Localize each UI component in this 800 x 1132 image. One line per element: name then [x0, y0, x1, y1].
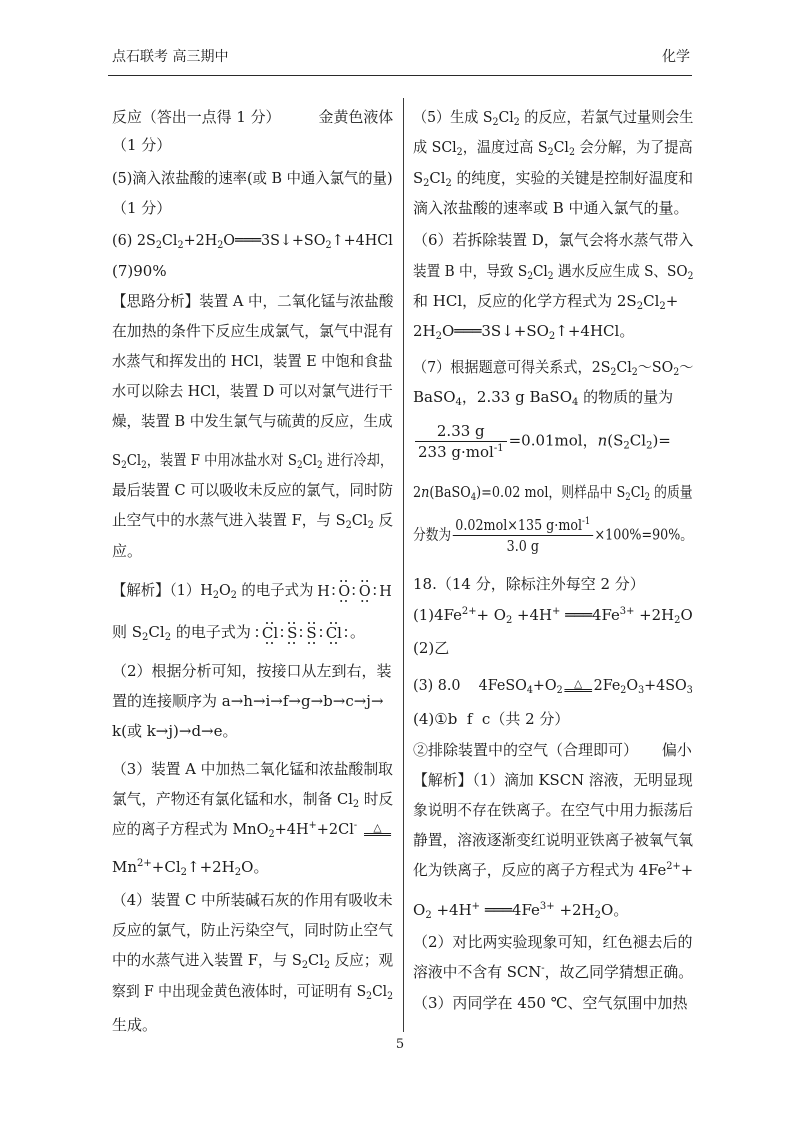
- text-line: [413, 386, 673, 408]
- running-header-title: 点石联考 高三期中: [112, 49, 229, 65]
- text-run: ↑+4HCl: [331, 231, 393, 249]
- superscript: -1: [493, 442, 504, 454]
- text-run: 2H: [413, 322, 436, 340]
- text-run: 【解析】（1）H: [112, 581, 213, 599]
- subscript: 2: [687, 271, 694, 282]
- subscript: 2: [164, 632, 172, 643]
- text-run: +4H: [274, 820, 309, 838]
- text-run: 会分解，为了提高: [574, 138, 693, 156]
- subscript: 2: [316, 460, 323, 471]
- text-run: 水可以除去 HCl，装置 D 可以对氯气进行干: [112, 382, 393, 400]
- reaction-condition-heat: △: [565, 678, 592, 692]
- text-run: 化为铁离子，反应的离子方程式为 4Fe: [413, 861, 667, 879]
- text-run: 进行冷却，: [322, 451, 394, 469]
- subscript: 2: [456, 147, 463, 158]
- text-run: ，故乙同学猜想正确。: [544, 963, 694, 981]
- text-run: 应的离子方程式为 MnO: [112, 820, 269, 838]
- atom-symbol: Cl: [325, 624, 342, 642]
- subscript: 2: [234, 867, 242, 878]
- superscript: 2+: [137, 858, 152, 869]
- subscript: 2: [547, 147, 554, 158]
- subscript: 2: [513, 117, 520, 128]
- text-run: +Cl: [151, 858, 181, 876]
- text-run: （1 分）: [112, 136, 172, 154]
- text-run: （4）装置 C 中所装碱石灰的作用有吸收未: [112, 891, 393, 909]
- subscript: 2: [435, 331, 442, 342]
- text-line: [413, 769, 693, 791]
- text-run: (6) 2S: [112, 231, 156, 249]
- text-line: [413, 481, 693, 503]
- text-run: +: [680, 861, 694, 879]
- superscript: -: [541, 963, 545, 974]
- text-run: Mn: [112, 858, 138, 876]
- text-run: 遇水反应生成 S、SO: [553, 262, 688, 280]
- text-line: [413, 421, 671, 462]
- page-number: 5: [395, 1037, 405, 1052]
- text-run: Cl: [372, 982, 388, 1000]
- text-run: 燥，装置 B 中发生氯气与硫黄的反应，生成: [112, 412, 393, 430]
- text-run: （1 分）: [112, 199, 172, 217]
- text-run: 【解析】（1）滴加 KSCN 溶液，无明显现: [413, 771, 693, 789]
- text-run: Cl: [629, 431, 647, 449]
- text-line: [413, 167, 693, 189]
- text-run: O═══3S↓+SO: [442, 322, 549, 340]
- text-run: (S: [607, 431, 624, 449]
- subscript: 2: [155, 240, 162, 251]
- text-run: =0.01mol，: [508, 431, 598, 449]
- subscript: 2: [425, 910, 432, 921]
- subscript: 2: [325, 240, 332, 251]
- text-run: 反应；观: [330, 951, 394, 969]
- text-run: Cl: [532, 262, 548, 280]
- text-run: Cl: [302, 451, 317, 469]
- text-run: Cl: [630, 483, 645, 501]
- subscript: 3: [686, 685, 693, 696]
- text-run: BaSO: [413, 388, 456, 406]
- text-run: Cl: [308, 951, 324, 969]
- text-run: 的电子式为: [171, 623, 251, 641]
- text-run: （6）若拆除装置 D，氯气会将水蒸气带入: [413, 231, 694, 249]
- superscript: 3+: [619, 606, 635, 617]
- text-run: （3）丙同学在 450 ℃、空气氛围中加热: [413, 994, 688, 1012]
- text-line: [413, 356, 693, 378]
- subscript: 2: [121, 460, 127, 471]
- text-line: [413, 515, 693, 556]
- subscript: 2: [625, 492, 631, 503]
- text-run: (1)4Fe: [413, 606, 462, 624]
- subscript: 2: [623, 440, 630, 451]
- subscript: 2: [296, 460, 303, 471]
- text-run: ～: [679, 358, 694, 376]
- text-run: 2Fe: [593, 676, 621, 694]
- text-line: [413, 961, 693, 983]
- text-run: Cl: [553, 138, 569, 156]
- text-run: 0.02mol×135 g·mol: [455, 515, 583, 534]
- text-line: [413, 604, 693, 626]
- subscript: 2: [423, 178, 430, 189]
- text-run: Cl: [498, 108, 514, 126]
- text-run: 生成。: [112, 1016, 158, 1034]
- subscript: 2: [212, 590, 219, 601]
- text-run: 反应的氯气，防止污染空气，同时防止空气: [112, 921, 394, 939]
- text-run: +2H: [554, 901, 595, 919]
- text-run: Cl: [148, 623, 165, 641]
- text-run: (5)滴入浓盐酸的速率(或 B 中通入氯气的量): [112, 169, 393, 187]
- subscript: 2: [177, 240, 184, 251]
- text-run: 的质量: [650, 483, 693, 501]
- superscript: 2+: [666, 861, 681, 872]
- text-run: （3）装置 A 中加热二氧化锰和浓盐酸制取: [112, 760, 393, 778]
- text-line: [413, 106, 693, 128]
- subscript: 2: [636, 301, 644, 312]
- text-run: O。: [241, 858, 269, 876]
- subscript: 2: [141, 460, 147, 471]
- text-run: Cl: [429, 169, 446, 187]
- text-line: [413, 229, 693, 251]
- text-run: 分数为: [413, 525, 452, 543]
- subscript: 2: [610, 367, 617, 378]
- text-run: (2)乙: [413, 639, 450, 657]
- subscript: 4: [526, 685, 533, 696]
- text-run: O: [413, 901, 426, 919]
- text-run: 静置，溶液逐渐变红说明亚铁离子被氧气氧: [413, 831, 694, 849]
- subscript: 2: [387, 991, 394, 1002]
- text-run: （7）根据题意可得关系式，2S: [413, 358, 611, 376]
- text-line: [413, 899, 628, 921]
- subscript: 4: [470, 492, 477, 503]
- text-run: +2H: [634, 606, 675, 624]
- text-run: Cl: [616, 358, 632, 376]
- text-run: ～SO: [637, 358, 674, 376]
- subscript: 2: [556, 685, 563, 696]
- text-run: 反应（答出一点得 1 分） 金黄色液体: [112, 108, 394, 126]
- subscript: 2: [366, 991, 373, 1002]
- text-run: ，装置 F 中用冰盐水对 S: [146, 451, 297, 469]
- subscript: 2: [547, 271, 554, 282]
- text-run: 中的水蒸气进入装置 F，与 S: [112, 951, 302, 969]
- text-run: 氯气，产物还有氯化锰和水，制备 Cl: [112, 790, 353, 808]
- text-run: 水蒸气和挥发出的 HCl，装置 E 中饱和食盐: [112, 352, 393, 370]
- text-run: S: [413, 169, 424, 187]
- reaction-condition-heat: △: [364, 822, 391, 836]
- fraction-denominator: [415, 441, 507, 462]
- text-line: [413, 290, 678, 312]
- subscript: 2: [352, 799, 360, 810]
- text-run: +O: [532, 676, 557, 694]
- atom-symbol: H: [379, 582, 392, 600]
- text-run: 18.（14 分，除标注外每空 2 分）: [413, 575, 645, 593]
- fraction-numerator: [415, 421, 507, 441]
- text-run: Cl: [161, 231, 178, 249]
- atom-symbol: S: [306, 624, 317, 642]
- text-run: (4)①b f c（共 2 分）: [413, 710, 570, 728]
- text-run: )=: [652, 431, 671, 449]
- text-run: Cl: [643, 292, 660, 310]
- text-run: 【思路分析】装置 A 中，二氧化锰与浓盐酸: [112, 292, 394, 310]
- text-run: Cl: [126, 451, 142, 469]
- text-run: + O: [476, 606, 506, 624]
- text-run: +4SO: [644, 676, 687, 694]
- subscript: 2: [345, 520, 352, 531]
- text-run: ↑+4HCl。: [555, 322, 635, 340]
- text-run: O: [626, 676, 639, 694]
- subscript: 2: [620, 685, 627, 696]
- text-run: k(或 k→j)→d→e。: [112, 722, 238, 740]
- subscript: 2: [674, 615, 681, 626]
- text-run: Cl: [351, 511, 368, 529]
- text-run: )=0.02 mol，则样品中 S: [476, 483, 626, 501]
- text-run: (7)90%: [112, 262, 167, 280]
- text-line: [413, 320, 634, 342]
- text-run: 反: [373, 511, 394, 529]
- superscript: -: [353, 820, 358, 831]
- text-run: 时反: [359, 790, 394, 808]
- text-line: [413, 197, 689, 219]
- text-line: [413, 739, 692, 761]
- text-run: 的物质的量为: [578, 388, 674, 406]
- atom-symbol: Cl: [261, 624, 279, 642]
- text-run: O。: [601, 901, 629, 919]
- subscript: 2: [646, 440, 653, 451]
- text-run: 溶液中不含有 SCN: [413, 963, 542, 981]
- subscript: 2: [268, 829, 275, 840]
- text-run: (3) 8.0 4FeSO: [413, 676, 527, 694]
- atom-symbol: O: [338, 582, 351, 600]
- text-run: O: [680, 606, 693, 624]
- text-run: 装置 B 中，导致 S: [413, 262, 528, 280]
- text-run: O═══3S↓+SO: [223, 231, 326, 249]
- subscript: 2: [594, 910, 602, 921]
- subscript: 2: [505, 615, 513, 626]
- text-run: +2H: [183, 231, 218, 249]
- subscript: 2: [230, 590, 237, 601]
- text-run: 的纯度，实验的关键是控制好温度和: [451, 169, 694, 187]
- text-line: [413, 674, 693, 696]
- text-run: 2: [413, 483, 422, 501]
- fraction-denominator: [453, 535, 593, 556]
- text-run: ×100%=90%。: [594, 525, 693, 543]
- text-run: 2.33 g: [436, 421, 485, 440]
- text-run: 则 S: [112, 623, 143, 641]
- italic-variable: n: [421, 483, 430, 501]
- text-run: +2Cl: [316, 820, 354, 838]
- text-run: 最后装置 C 可以吸收未反应的氯气，同时防: [112, 481, 394, 499]
- subscript: 2: [367, 520, 374, 531]
- text-run: （2）对比两实验现象可知，红色褪去后的: [413, 933, 693, 951]
- atom-symbol: O: [358, 582, 371, 600]
- subscript: 2: [445, 178, 452, 189]
- text-run: 滴入浓盐酸的速率或 B 中通入氯气的量。: [413, 199, 689, 217]
- text-run: +: [665, 292, 679, 310]
- text-line: [413, 799, 693, 821]
- text-run: (BaSO: [429, 483, 471, 501]
- subscript: 2: [142, 632, 149, 643]
- subscript: 2: [180, 867, 187, 878]
- italic-variable: n: [597, 431, 608, 449]
- text-line: [413, 637, 449, 659]
- text-run: 成 SCl: [413, 138, 457, 156]
- subscript: 2: [492, 117, 499, 128]
- text-line: [413, 859, 693, 881]
- text-run: （5）生成 S: [413, 108, 493, 126]
- text-run: ═══4Fe: [480, 901, 540, 919]
- atom-symbol: S: [287, 624, 298, 642]
- text-line: [413, 573, 645, 595]
- text-line: [413, 260, 693, 282]
- superscript: +: [471, 901, 481, 912]
- subscript: 2: [631, 367, 638, 378]
- superscript: 2+: [461, 606, 477, 617]
- text-run: ，2.33 g BaSO: [461, 388, 572, 406]
- subscript: 2: [323, 960, 331, 971]
- subscript: 2: [527, 271, 533, 282]
- subscript: 2: [659, 301, 666, 312]
- text-run: +4H: [431, 901, 472, 919]
- text-run: 和 HCl，反应的化学方程式为 2S: [413, 292, 637, 310]
- fraction: [415, 421, 507, 462]
- text-run: ，温度过高 S: [462, 138, 548, 156]
- subscript: 2: [673, 367, 680, 378]
- fraction: [453, 515, 593, 556]
- running-header-subject: 化学: [662, 49, 690, 65]
- text-line: [413, 829, 693, 851]
- superscript: 3+: [539, 901, 555, 912]
- text-run: O: [218, 581, 231, 599]
- subscript: 2: [548, 331, 556, 342]
- text-run: 止空气中的水蒸气进入装置 F，与 S: [112, 511, 346, 529]
- text-run: S: [112, 451, 122, 469]
- text-run: ②排除装置中的空气（合理即可） 偏小: [413, 741, 692, 759]
- text-run: ═══4Fe: [560, 606, 620, 624]
- subscript: 2: [301, 960, 309, 971]
- text-line: [413, 708, 569, 730]
- text-run: 应。: [112, 542, 143, 560]
- superscript: -1: [582, 515, 591, 527]
- text-run: 置的连接顺序为 a→h→i→f→g→b→c→j→: [112, 692, 384, 710]
- superscript: +: [552, 606, 561, 617]
- subscript: 2: [568, 147, 575, 158]
- text-run: 233 g·mol: [418, 442, 494, 461]
- text-run: 察到 F 中出现金黄色液体时，可证明有 S: [112, 982, 367, 1000]
- text-run: （2）根据分析可知，按接口从左到右，装: [112, 662, 392, 680]
- text-run: 象说明不存在铁离子。在空气中用力振荡后: [413, 801, 694, 819]
- text-run: 。: [349, 623, 365, 641]
- superscript: +: [308, 820, 317, 831]
- text-line: [413, 992, 688, 1014]
- text-line: [413, 136, 693, 158]
- text-run: 的电子式为: [236, 581, 314, 599]
- subscript: 4: [572, 397, 579, 408]
- subscript: 2: [644, 492, 651, 503]
- subscript: 3: [638, 685, 645, 696]
- text-run: +4H: [512, 606, 553, 624]
- subscript: 2: [217, 240, 224, 251]
- text-line: [413, 931, 693, 953]
- text-run: 3.0 g: [506, 536, 539, 555]
- text-run: 在加热的条件下反应生成氯气，氯气中混有: [112, 322, 394, 340]
- atom-symbol: H: [317, 582, 330, 600]
- fraction-numerator: [453, 515, 593, 535]
- text-run: 的反应，若氯气过量则会生: [519, 108, 694, 126]
- text-run: ↑+2H: [187, 858, 235, 876]
- subscript: 4: [455, 397, 462, 408]
